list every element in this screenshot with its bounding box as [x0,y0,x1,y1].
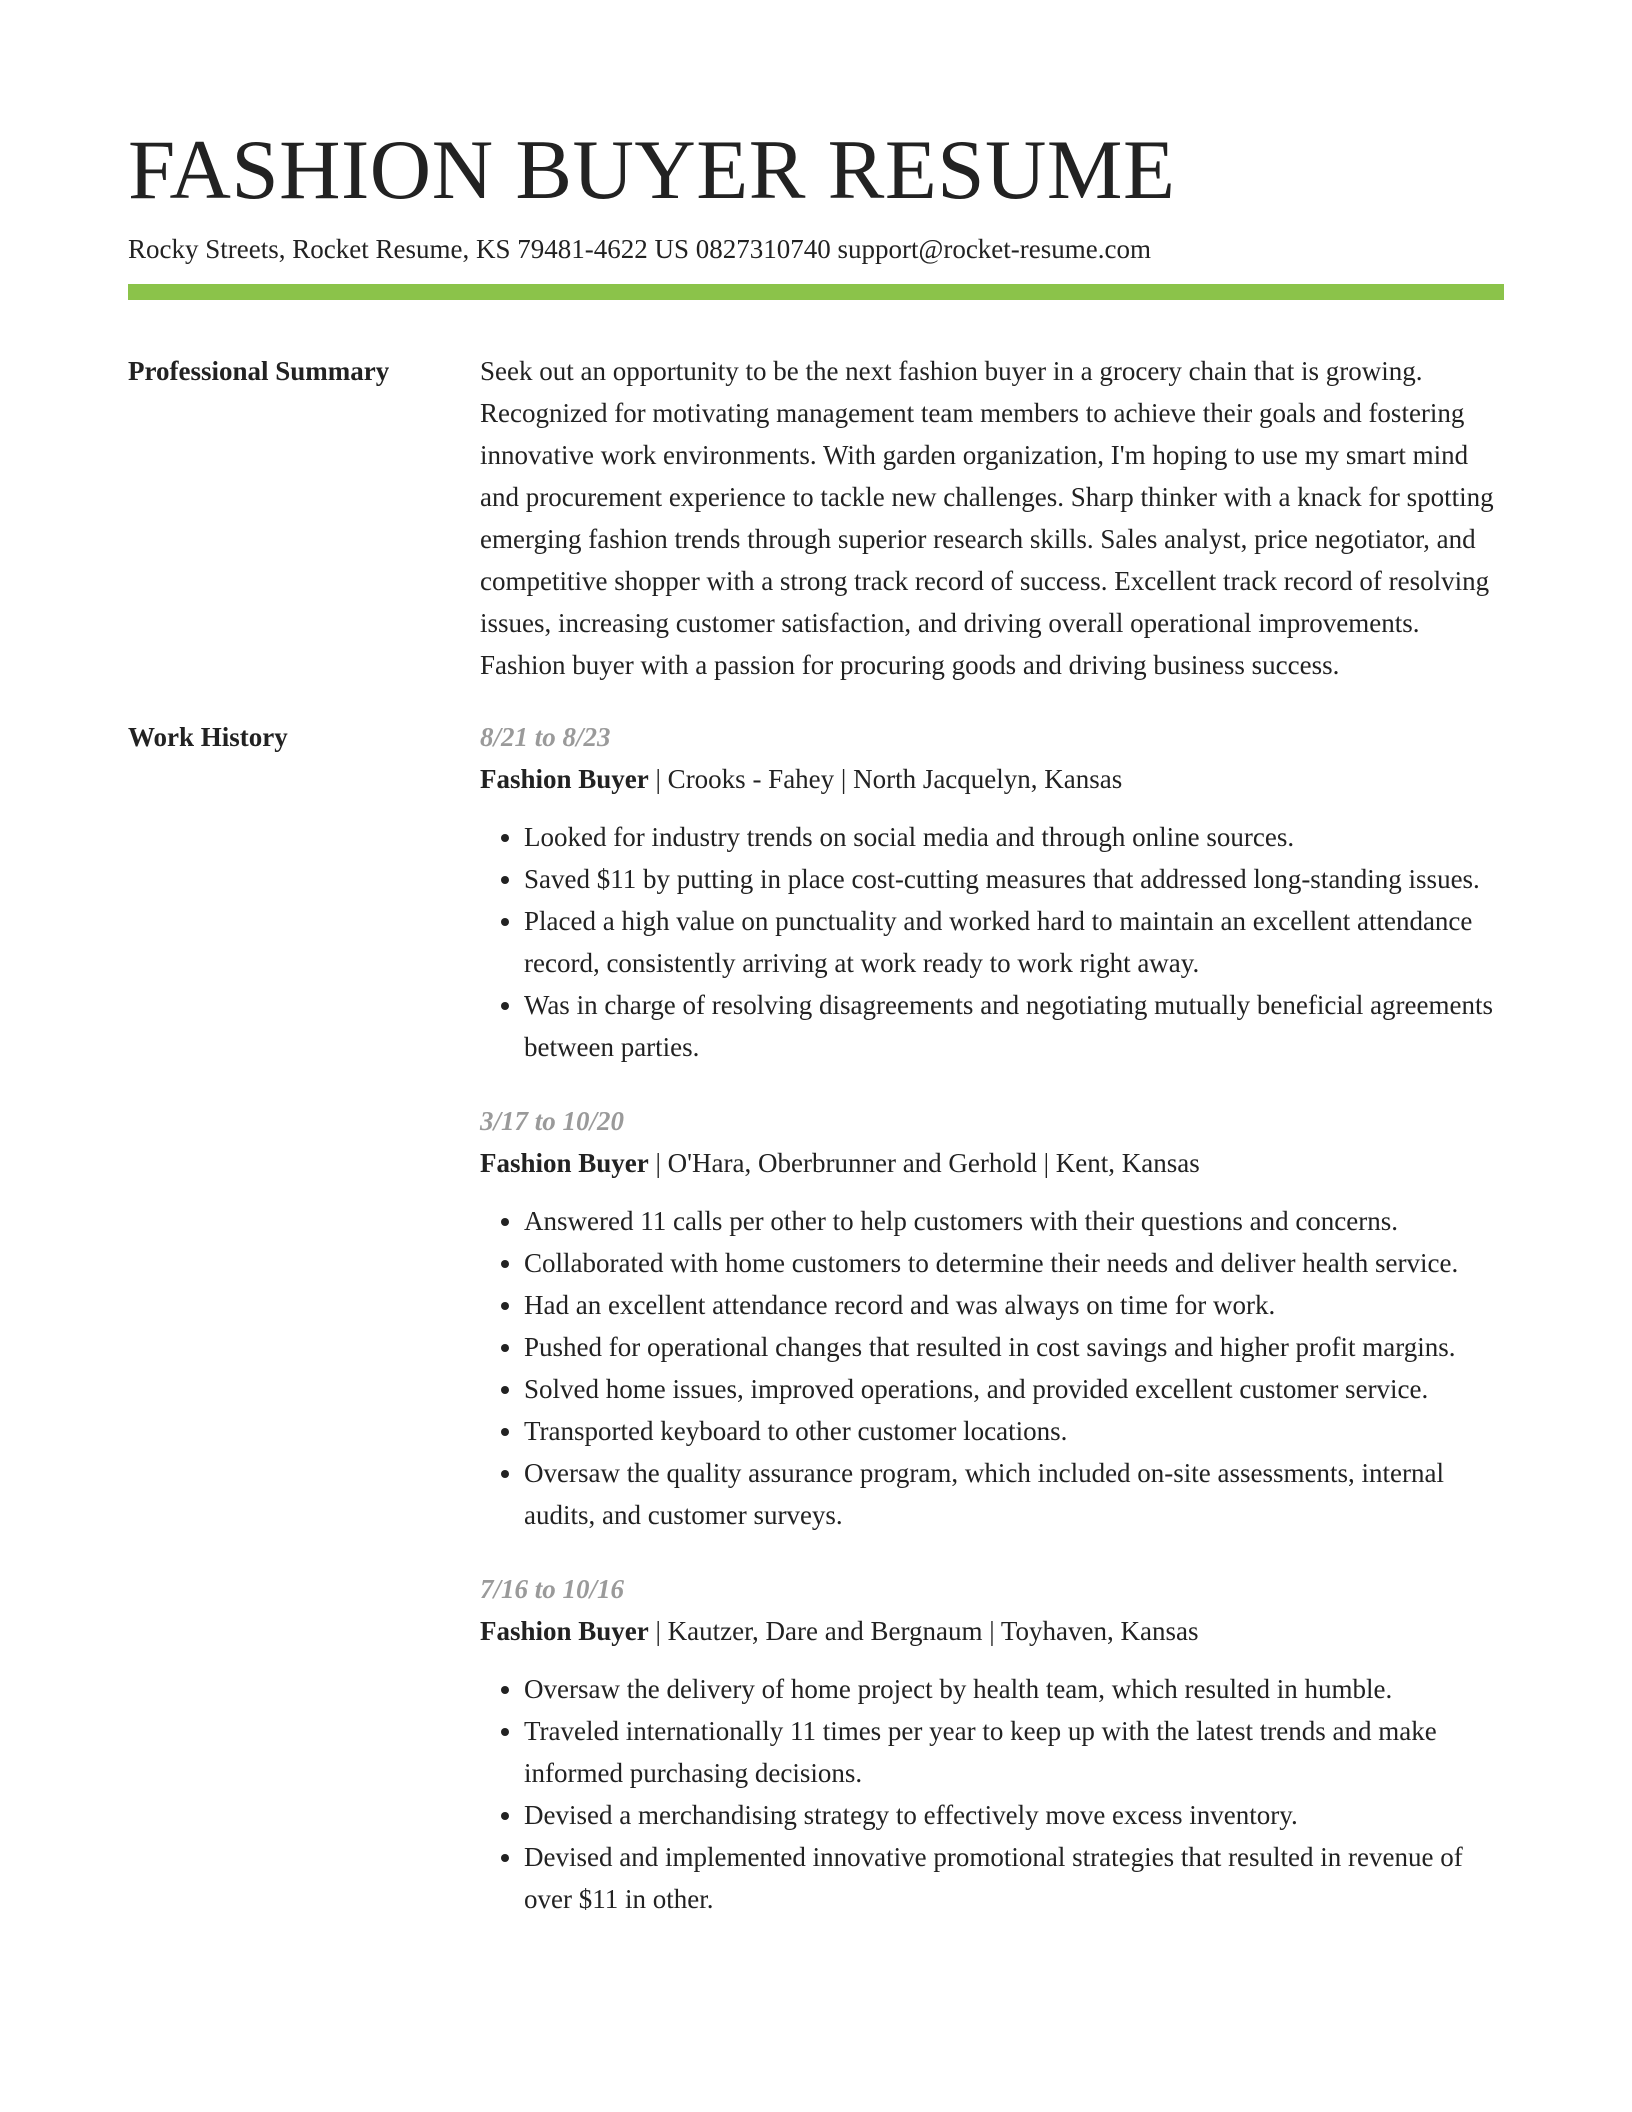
work-history-section [128,716,1504,1952]
job-dates: 8/21 to 8/23 [480,722,611,752]
job-heading [480,1610,1504,1652]
job-bullets [480,1200,1504,1536]
job-entry [480,1100,1504,1536]
job-dates: 3/17 to 10/20 [480,1106,625,1136]
job-bullet: • Pushed for operational changes that resulted in cost savings and higher profit margins. [524,1326,1504,1368]
job-bullet: • Placed a high value on punctuality and worked hard to maintain an excellent attendance record, consistently arriving at work ready to work right away. [524,900,1504,984]
section-label-work: Work History [128,722,288,752]
job-entry [480,1568,1504,1920]
job-bullet: • Transported keyboard to other customer locations. [524,1410,1504,1452]
job-bullets [480,816,1504,1068]
job-heading [480,758,1504,800]
job-bullet: • Devised and implemented innovative promotional strategies that resulted in revenue of over $11 in other. [524,1836,1504,1920]
job-entry [480,716,1504,1068]
resume-title: FASHION BUYER RESUME [128,123,1176,217]
job-details: | Kautzer, Dare and Bergnaum | Toyhaven, Kansas [648,1616,1199,1646]
job-bullet: • Was in charge of resolving disagreements and negotiating mutually beneficial agreements between parties. [524,984,1504,1068]
job-title: Fashion Buyer [480,764,649,794]
job-bullet: • Traveled internationally 11 times per year to keep up with the latest trends and make informed purchasing decisions. [524,1710,1504,1794]
job-title: Fashion Buyer [480,1148,649,1178]
job-bullet: • Had an excellent attendance record and was always on time for work. [524,1284,1504,1326]
job-bullet: • Saved $11 by putting in place cost-cutting measures that addressed long-standing issues. [524,858,1504,900]
job-bullet: • Oversaw the quality assurance program, which included on-site assessments, internal audits, and customer surveys. [524,1452,1504,1536]
job-bullet: • Oversaw the delivery of home project by health team, which resulted in humble. [524,1668,1504,1710]
job-bullet: • Solved home issues, improved operations, and provided excellent customer service. [524,1368,1504,1410]
job-details: | O'Hara, Oberbrunner and Gerhold | Kent, Kansas [648,1148,1200,1178]
job-bullet: • Looked for industry trends on social media and through online sources. [524,816,1504,858]
job-details: | Crooks - Fahey | North Jacquelyn, Kansas [648,764,1123,794]
header-divider [128,284,1504,300]
job-bullet: • Collaborated with home customers to determine their needs and deliver health service. [524,1242,1504,1284]
summary-text: Seek out an opportunity to be the next fashion buyer in a grocery chain that is growing. Recognized for motivating management team members to achieve their goals and fostering innovative work environments. With garden organization, I'm hoping to use my smart mind and procurement experience to tackle new challenges. Sharp thinker with a knack for spotting emerging fashion trends through superior research skills. Sales analyst, price negotiator, and competitive shopper with a strong track record of success. Excellent track record of resolving issues, increasing customer satisfaction, and driving overall operational improvements. Fashion buyer with a passion for procuring goods and driving business success. [480,356,1494,680]
job-title: Fashion Buyer [480,1616,649,1646]
job-bullet: • Devised a merchandising strategy to effectively move excess inventory. [524,1794,1504,1836]
job-dates: 7/16 to 10/16 [480,1574,625,1604]
job-heading [480,1142,1504,1184]
section-label-summary: Professional Summary [128,356,390,386]
job-bullets [480,1668,1504,1920]
job-bullet: • Answered 11 calls per other to help customers with their questions and concerns. [524,1200,1504,1242]
professional-summary-section [128,350,1504,686]
contact-info: Rocky Streets, Rocket Resume, KS 79481-4622 US 0827310740 support@rocket-resume.com [128,234,1151,264]
